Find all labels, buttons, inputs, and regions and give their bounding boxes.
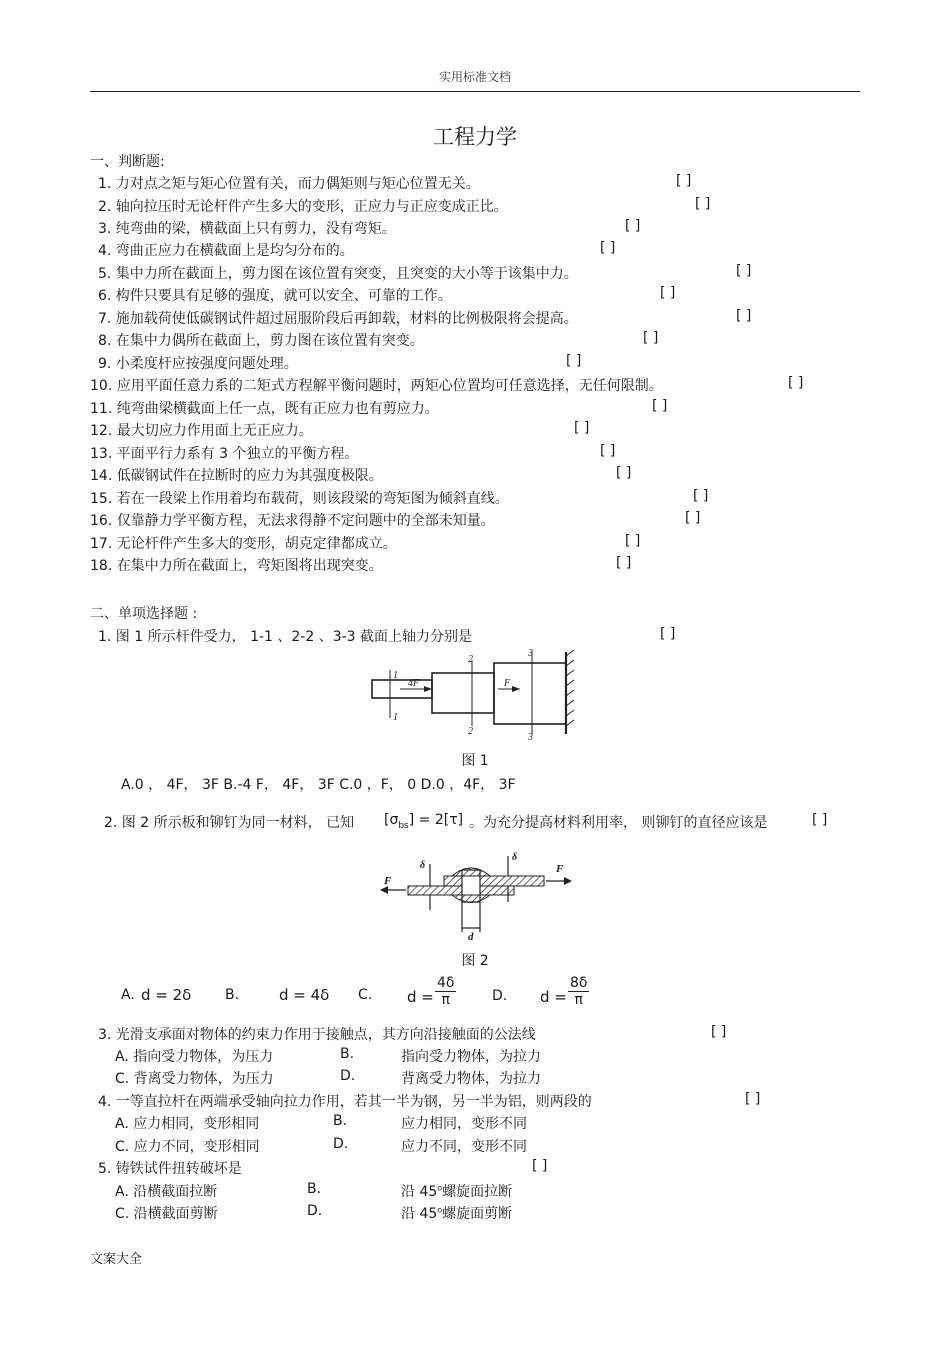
mc3-option-d-label[interactable]: D. [340,1068,356,1084]
tf-question-18: 18. 在集中力所在截面上，弯矩图将出现突变。 [90,558,383,574]
answer-bracket[interactable]: [ ] [600,240,616,256]
mc2-option-a-label[interactable]: A. [121,987,135,1003]
tf-question-16: 16. 仅靠静力学平衡方程，无法求得静不定问题中的全部未知量。 [90,513,495,529]
tf-question-2: 2. 轴向拉压时无论杆件产生多大的变形，正应力与正应变成正比。 [98,199,508,215]
tf-question-14: 14. 低碳钢试件在拉断时的应力为其强度极限。 [90,468,383,484]
mc1-options[interactable]: A.0 ， 4F， 3F B.-4 F， 4F， 3F C.0 ，F， 0 D.0 ，4F， 3F [121,777,516,793]
answer-bracket[interactable]: [ ] [566,353,582,369]
figure-1-stepped-bar [360,648,580,740]
tf-question-5: 5. 集中力所在截面上，剪力图在该位置有突变，且突变的大小等于该集中力。 [98,266,578,282]
tf-question-17: 17. 无论杆件产生多大的变形，胡克定律都成立。 [90,536,397,552]
mc5-option-d[interactable] [401,1203,512,1223]
answer-bracket[interactable]: [ ] [736,263,752,279]
fig1-label-1-top: 1 [393,670,398,681]
figure-2-rivet-joint [372,846,582,940]
answer-bracket[interactable]: [ ] [685,510,701,526]
tf-question-8: 8. 在集中力偶所在截面上，剪力图在该位置有突变。 [98,333,424,349]
tf-question-15: 15. 若在一段梁上作用着均布载荷，则该段梁的弯矩图为倾斜直线。 [90,491,509,507]
mc2-option-b-label[interactable]: B. [225,987,240,1003]
page-header: 实用标准文档 [438,70,511,84]
mc2-option-d-label[interactable]: D. [492,988,508,1004]
mc4-option-a[interactable]: A. 应力相同，变形相同 [115,1116,260,1132]
tf-question-7: 7. 施加载荷使低碳钢试件超过屈服阶段后再卸载，材料的比例极限将会提高。 [98,311,578,327]
answer-bracket[interactable]: [ ] [616,555,632,571]
fig1-label-2-bottom: 2 [468,726,473,737]
mc2-option-c-label[interactable]: C. [358,987,373,1003]
fig1-label-2-top: 2 [468,654,473,665]
mc2-option-c-lhs: d = [407,988,434,1006]
mc5-option-a[interactable]: A. 沿横截面拉断 [115,1184,218,1200]
tf-question-12: 12. 最大切应力作用面上无正应力。 [90,423,313,439]
q2-formula-rhs: ] = 2[τ] [408,812,464,828]
mc3-option-b-label[interactable]: B. [340,1046,355,1062]
tf-question-4: 4. 弯曲正应力在横截面上是均匀分布的。 [98,243,354,259]
mc-question-5: 5. 铸铁试件扭转破坏是 [98,1161,242,1177]
tf-question-3: 3. 纯弯曲的梁，横截面上只有剪力，没有弯矩。 [98,221,396,237]
degree-mark: o [437,1205,443,1215]
tf-question-13: 13. 平面平行力系有 3 个独立的平衡方程。 [90,446,359,462]
answer-bracket[interactable]: [ ] [660,626,676,642]
mc4-option-c[interactable]: C. 应力不同，变形相同 [115,1139,260,1155]
answer-bracket[interactable]: [ ] [643,330,659,346]
fig2-delta-left: δ [420,860,426,871]
mc3-option-a[interactable]: A. 指向受力物体，为压力 [115,1049,274,1065]
mc5-option-d-label[interactable]: D. [307,1203,323,1219]
mc2-option-d-lhs: d = [540,988,567,1006]
fig1-force-4f: 4F [408,678,420,689]
answer-bracket[interactable]: [ ] [625,218,641,234]
answer-bracket[interactable]: [ ] [788,375,804,391]
answer-bracket[interactable]: [ ] [711,1024,727,1040]
answer-bracket[interactable]: [ ] [616,465,632,481]
mc-question-2-cont: 。为充分提高材料利用率， 则铆钉的直径应该是 [469,815,768,831]
mc5-option-b-post: 螺旋面拉断 [442,1184,513,1200]
mc-question-2: 2. 图 2 所示板和铆钉为同一材料， 已知 [104,815,355,831]
answer-bracket[interactable]: [ ] [652,398,668,414]
q2-formula-lhs: [σ [384,812,399,828]
figure-1-caption: 图 1 [461,753,489,769]
mc5-option-d-post: 螺旋面剪断 [442,1206,513,1222]
mc5-option-b-pre: 沿 45 [401,1184,438,1200]
answer-bracket[interactable]: [ ] [574,420,590,436]
answer-bracket[interactable]: [ ] [736,308,752,324]
mc5-option-b-label[interactable]: B. [307,1181,322,1197]
q2-formula-sub: bs [398,820,409,831]
answer-bracket[interactable]: [ ] [676,173,692,189]
tf-question-10: 10. 应用平面任意力系的二矩式方程解平衡问题时，两矩心位置均可任意选择，无任何限制。 [90,378,663,394]
mc4-option-d-label[interactable]: D. [333,1136,349,1152]
mc5-option-c[interactable]: C. 沿横截面剪断 [115,1206,218,1222]
page-footer: 文案大全 [90,1252,143,1267]
answer-bracket[interactable]: [ ] [745,1091,761,1107]
mc-question-3: 3. 光滑支承面对物体的约束力作用于接触点，其方向沿接触面的公法线 [98,1027,536,1043]
figure-2-caption: 图 2 [461,953,489,969]
section1-title: 一、判断题: [90,154,165,170]
mc4-option-b-label[interactable]: B. [333,1113,348,1129]
fig2-dim-d: d [468,931,474,940]
mc2-option-a-expr: d = 2δ [141,986,192,1004]
degree-mark: o [437,1183,443,1193]
page-title: 工程力学 [433,125,517,149]
mc2-option-c-num: 4δ [437,975,455,991]
tf-question-11: 11. 纯弯曲梁横截面上任一点，既有正应力也有剪应力。 [90,401,439,417]
mc2-option-d-fraction [568,975,589,1008]
answer-bracket[interactable]: [ ] [600,443,616,459]
mc5-option-d-pre: 沿 45 [401,1206,438,1222]
mc4-option-b[interactable]: 应力相同，变形不同 [401,1116,527,1132]
fig1-label-3-bottom: 3 [528,732,533,740]
q2-formula [384,812,463,831]
mc2-option-c-den: π [441,992,450,1008]
answer-bracket[interactable]: [ ] [695,196,711,212]
mc5-option-b[interactable] [401,1181,512,1201]
mc4-option-d[interactable]: 应力不同，变形不同 [401,1139,527,1155]
mc-question-1: 1. 图 1 所示杆件受力， 1-1 、2-2 、3-3 截面上轴力分别是 [98,629,473,645]
answer-bracket[interactable]: [ ] [693,488,709,504]
answer-bracket[interactable]: [ ] [812,812,828,828]
fig1-label-1-bottom: 1 [393,712,398,723]
tf-question-6: 6. 构件只要具有足够的强度，就可以安全、可靠的工作。 [98,288,452,304]
section2-title: 二、单项选择题 : [90,606,198,622]
mc3-option-c[interactable]: C. 背离受力物体，为压力 [115,1071,274,1087]
answer-bracket[interactable]: [ ] [660,285,676,301]
fig1-force-f: F [504,678,511,689]
fig2-force-right: F [556,863,564,875]
mc2-option-d-num: 8δ [570,975,588,991]
answer-bracket[interactable]: [ ] [625,533,641,549]
header-rule [90,91,860,92]
mc2-option-b-expr: d = 4δ [279,986,330,1004]
fig2-force-left: F [384,875,392,887]
tf-question-9: 9. 小柔度杆应按强度问题处理。 [98,356,298,372]
tf-question-1: 1. 力对点之矩与矩心位置有关，而力偶矩则与矩心位置无关。 [98,176,480,192]
mc3-option-b[interactable]: 指向受力物体，为拉力 [401,1049,541,1065]
mc3-option-d[interactable]: 背离受力物体，为拉力 [401,1071,541,1087]
mc-question-4: 4. 一等直拉杆在两端承受轴向拉力作用，若其一半为钢，另一半为铝，则两段的 [98,1094,592,1110]
mc2-option-c-fraction [435,975,456,1008]
fig2-delta-right: δ [512,852,518,863]
mc2-option-d-den: π [574,992,583,1008]
fig1-label-3-top: 3 [528,648,533,659]
answer-bracket[interactable]: [ ] [532,1158,548,1174]
